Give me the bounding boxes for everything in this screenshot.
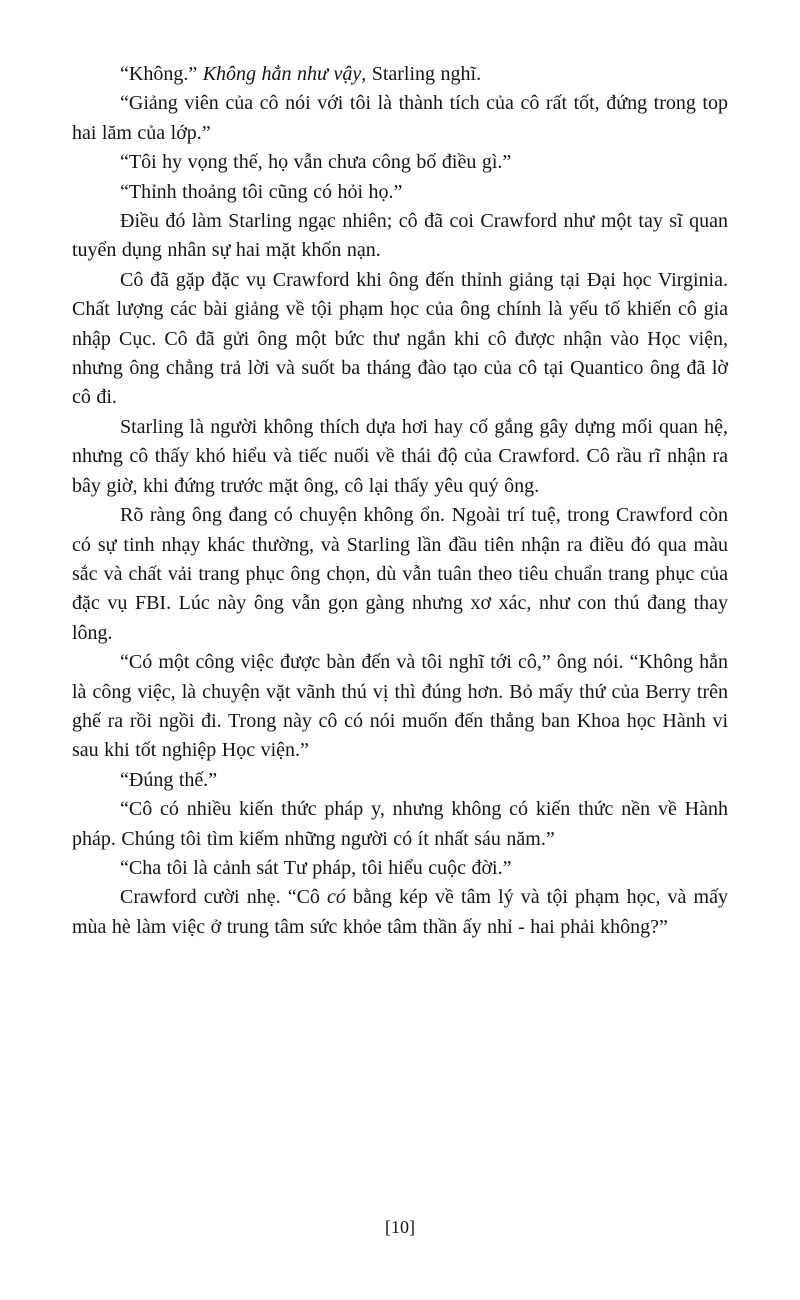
text-block	[72, 60, 728, 942]
text-run: “Có một công việc được bàn đến và tôi nghĩ tới cô,” ông nói. “Không hẳn là công việc, là chuyện vặt vãnh thú vị thì đúng hơn. Bỏ mấy thứ của Berry trên ghế ra rồi ngồi đi. Trong này cô có nói muốn đến thẳng ban Khoa học Hành vi sau khi tốt nghiệp Học viện.”	[72, 651, 728, 762]
paragraph	[72, 178, 728, 207]
paragraph	[72, 413, 728, 501]
text-run: Rõ ràng ông đang có chuyện không ổn. Ngoài trí tuệ, trong Crawford còn có sự tinh nhạy khác thường, và Starling lần đầu tiên nhận ra điều đó qua màu sắc và chất vải trang phục ông chọn, dù vẫn tuân theo tiêu chuẩn trang phục của đặc vụ FBI. Lúc này ông vẫn gọn gàng nhưng xơ xác, như con thú đang thay lông.	[72, 504, 728, 644]
page-number: [10]	[385, 1217, 415, 1237]
text-run: “Đúng thế.”	[120, 768, 218, 791]
paragraph	[72, 766, 728, 795]
paragraph	[72, 501, 728, 648]
text-run: Điều đó làm Starling ngạc nhiên; cô đã coi Crawford như một tay sĩ quan tuyển dụng nhân sự hai mặt khốn nạn.	[72, 210, 728, 262]
italic-text-run: có	[327, 886, 346, 909]
text-run: “Cô có nhiều kiến thức pháp y, nhưng không có kiến thức nền về Hành pháp. Chúng tôi tìm kiếm những người có ít nhất sáu năm.”	[72, 798, 728, 850]
paragraph	[72, 89, 728, 148]
text-run: , Starling nghĩ.	[361, 63, 482, 85]
paragraph	[72, 883, 728, 942]
paragraph	[72, 648, 728, 766]
italic-text-run: Không hẳn như vậy	[202, 63, 362, 85]
text-run: “Không.”	[120, 63, 203, 85]
text-run: “Giảng viên của cô nói với tôi là thành tích của cô rất tốt, đứng trong top hai lăm của lớp.”	[72, 92, 728, 144]
text-run: “Thỉnh thoảng tôi cũng có hỏi họ.”	[120, 180, 403, 203]
paragraph	[72, 795, 728, 854]
text-run: Starling là người không thích dựa hơi hay cố gắng gây dựng mối quan hệ, nhưng cô thấy khó hiểu và tiếc nuối về thái độ của Crawford. Cô rầu rĩ nhận ra bây giờ, khi đứng trước mặt ông, cô lại thấy yêu quý ông.	[72, 415, 728, 497]
text-run: bằng kép về tâm lý và tội phạm học, và mấy mùa hè làm việc ở trung tâm sức khỏe tâm thần ấy nhỉ - hai phải không?”	[72, 886, 728, 938]
paragraph	[72, 148, 728, 177]
paragraph	[72, 60, 728, 89]
text-run: Cô đã gặp đặc vụ Crawford khi ông đến thỉnh giảng tại Đại học Virginia. Chất lượng các bài giảng về tội phạm học của ông chính là yếu tố khiến cô gia nhập Cục. Cô đã gửi ông một bức thư ngắn khi cô được nhận vào Học viện, nhưng ông chẳng trả lời và suốt ba tháng đào tạo của cô tại Quantico ông đã lờ cô đi.	[72, 268, 728, 409]
paragraph	[72, 207, 728, 266]
paragraph	[72, 854, 728, 883]
paragraph	[72, 266, 728, 413]
text-run: Crawford cười nhẹ. “Cô	[120, 886, 328, 909]
text-run: “Cha tôi là cảnh sát Tư pháp, tôi hiểu cuộc đời.”	[120, 856, 512, 879]
text-run: “Tôi hy vọng thế, họ vẫn chưa công bố điều gì.”	[120, 151, 512, 174]
